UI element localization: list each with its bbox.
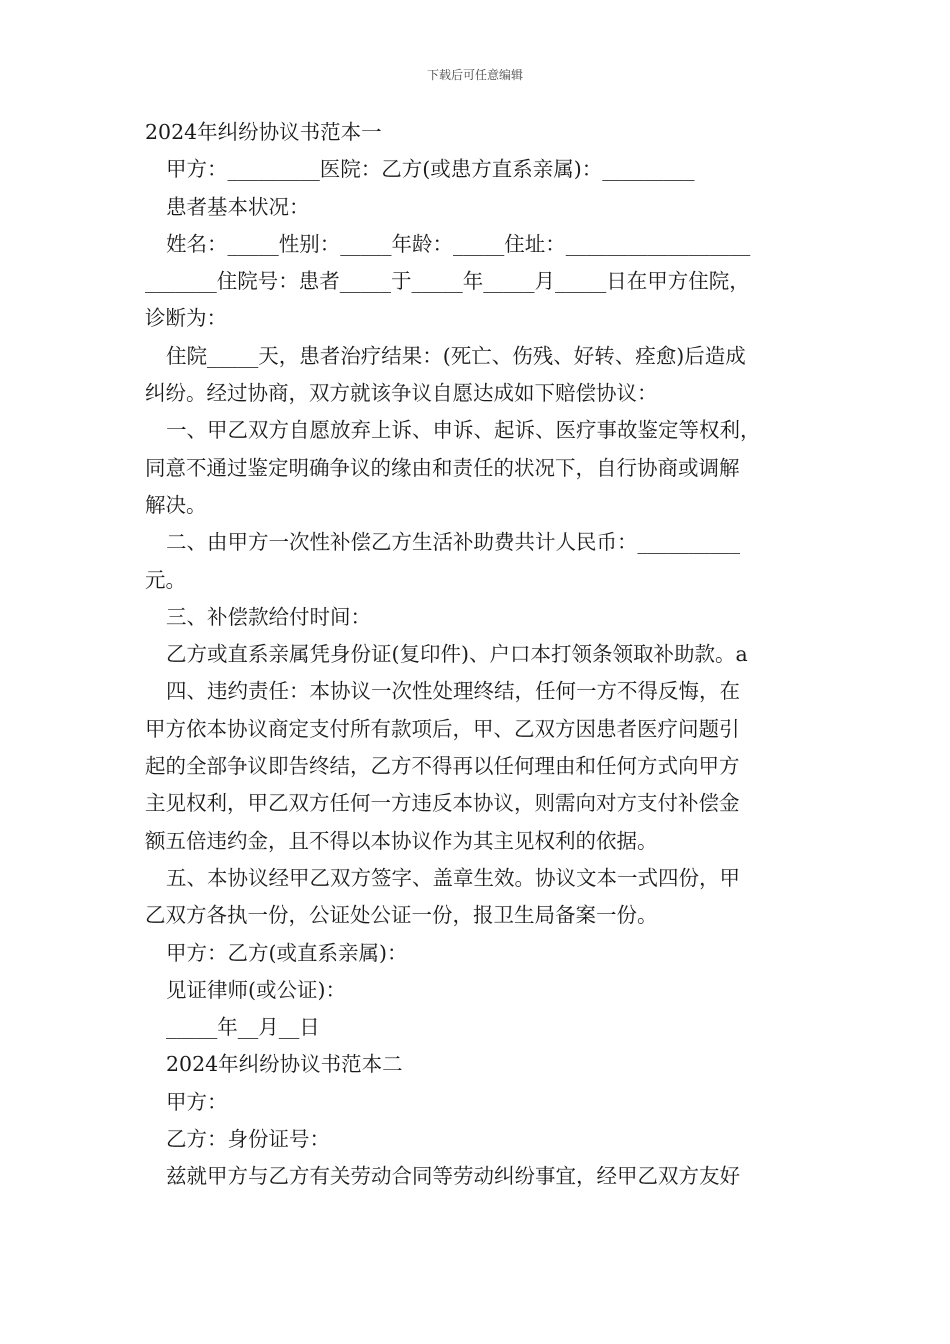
doc-line: 一、甲乙双方自愿放弃上诉、申诉、起诉、医疗事故鉴定等权利， xyxy=(166,418,761,443)
doc-title-2: 2024年纠纷协议书范本二 xyxy=(166,1052,403,1077)
doc-line: 主见权利，甲乙双方任何一方违反本协议，则需向对方支付补偿金 xyxy=(145,791,740,816)
doc-line: 额五倍违约金，且不得以本协议作为其主见权利的依据。 xyxy=(145,828,658,853)
doc-line: 兹就甲方与乙方有关劳动合同等劳动纠纷事宜，经甲乙双方友好 xyxy=(166,1164,740,1189)
doc-line: 纠纷。经过协商，双方就该争议自愿达成如下赔偿协议： xyxy=(145,381,658,406)
doc-line: 乙方：身份证号： xyxy=(166,1127,330,1152)
doc-line: _______住院号：患者_____于_____年_____月_____日在甲方住院， xyxy=(145,269,750,294)
doc-line: 三、补偿款给付时间： xyxy=(166,604,371,629)
doc-line: 乙方或直系亲属凭身份证(复印件)、户口本打领条领取补助款。a xyxy=(166,642,748,667)
doc-line: 五、本协议经甲乙双方签字、盖章生效。协议文本一式四份，甲 xyxy=(166,865,740,890)
doc-line: 甲方：乙方(或直系亲属)： xyxy=(166,940,408,965)
doc-line: 二、由甲方一次性补偿乙方生活补助费共计人民币：__________ xyxy=(166,530,740,555)
doc-line: 甲方：_________医院：乙方(或患方直系亲属)：_________ xyxy=(166,157,695,182)
doc-line: 诊断为： xyxy=(145,306,227,331)
doc-line: 乙双方各执一份，公证处公证一份，报卫生局备案一份。 xyxy=(145,903,658,928)
doc-line: 姓名：_____性别：_____年龄：_____住址：__________________ xyxy=(166,231,751,256)
doc-line: 甲方依本协议商定支付所有款项后，甲、乙双方因患者医疗问题引 xyxy=(145,716,740,741)
doc-line: 甲方： xyxy=(166,1089,228,1114)
doc-title-1: 2024年纠纷协议书范本一 xyxy=(145,120,382,144)
doc-line: 起的全部争议即告终结，乙方不得再以任何理由和任何方式向甲方 xyxy=(145,754,740,779)
doc-line: 住院_____天，患者治疗结果：(死亡、伤残、好转、痊愈)后造成 xyxy=(166,343,746,368)
page-header-note: 下载后可任意编辑 xyxy=(426,68,523,82)
doc-line: 解决。 xyxy=(145,492,207,517)
doc-line: 元。 xyxy=(145,567,186,592)
document-body xyxy=(145,114,815,1196)
doc-line: 同意不通过鉴定明确争议的缘由和责任的状况下，自行协商或调解 xyxy=(145,455,740,480)
doc-line: _____年__月__日 xyxy=(166,1015,320,1040)
doc-line: 四、违约责任：本协议一次性处理终结，任何一方不得反悔，在 xyxy=(166,679,740,704)
doc-line: 患者基本状况： xyxy=(166,194,310,219)
doc-line: 见证律师(或公证)： xyxy=(166,977,346,1002)
